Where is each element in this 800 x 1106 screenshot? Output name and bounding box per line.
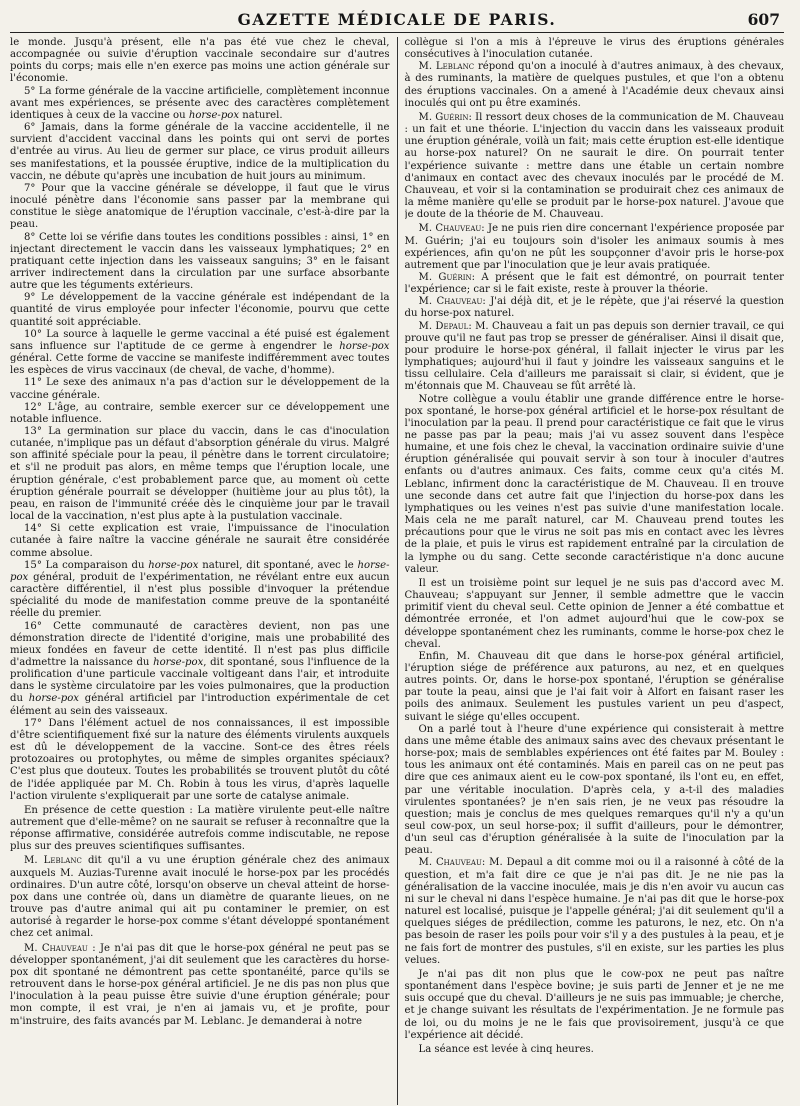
- paragraph: le monde. Jusqu'à présent, elle n'a pas été vue chez le cheval, accompagnée ou suivie d'éruption vaccinale secondaire sur d'autres points du corps; mais elle n'en exerce pas moins une action générale sur l'économie.: [10, 37, 390, 85]
- italic-term: horse-pox: [188, 109, 240, 121]
- speaker-name: M. Guérin: [418, 271, 472, 283]
- left-column: [10, 37, 390, 1105]
- paragraph: 15° La comparaison du horse-pox naturel, dit spontané, avec le horse-pox général, produit de l'expérimentation, ne révélant entre eux aucun caractère différentiel, il n'est plus possible d'invoquer la prétendue spécialité du mode de manifestation comme preuve de la spontanéité réelle du premier.: [10, 559, 390, 620]
- italic-term: horse-pox: [148, 559, 199, 571]
- paragraph: 10° La source à laquelle le germe vaccinal a été puisé est également sans influence sur l'aptitude de ce germe à engendrer le horse-pox général. Cette forme de vaccine se manifeste indifféremment avec toutes les espèces de virus vaccinaux (de cheval, de vache, d'homme).: [10, 328, 390, 377]
- italic-term: horse-pox: [28, 693, 79, 705]
- paragraph: Notre collègue a voulu établir une grande différence entre le horse-pox spontané, le horse-pox général artificiel et le horse-pox résultant de l'inoculation par la peau. Il prend pour caractéristique ce fait que le virus ne passe pas par la peau; mais j'ai vu assez souvent dans l'espèce humaine, et une fois chez le cheval, la vaccination ordinaire suivie d'une éruption généralisée qui pouvait servir à son tour à inoculer d'autres enfants ou d'autres animaux. Ces faits, comme ceux qu'a cités M. Leblanc, infirment donc la caractéristique de M. Chauveau. Il en trouve une seconde dans cet autre fait que l'injection du horse-pox dans les lymphatiques ou les veines n'est pas suivie d'une manifestation locale. Mais cela ne me paraît naturel, car M. Chauveau prend toutes les précautions pour que le virus ne soit pas mis en contact avec les lèvres de la plaie, et puis le virus est rapidement entraîné par la circulation de la lymphe ou du sang. Cette seconde caractéristique n'a donc aucune valeur.: [404, 393, 784, 575]
- paragraph: En présence de cette question : La matière virulente peut-elle naître autrement que d'elle-même? on ne saurait se refuser à reconnaître que la réponse affirmative, considérée autrefois comme indiscutable, ne repose plus sur des preuves scientifiques suffisantes.: [10, 804, 390, 853]
- paragraph: 5° La forme générale de la vaccine artificielle, complètement inconnue avant mes expériences, se présente avec des caractères complètement identiques à ceux de la vaccine ou horse-pox naturel.: [10, 85, 390, 121]
- column-divider: [397, 37, 398, 1105]
- speaker-name: M. Leblanc: [24, 855, 82, 867]
- speaker-name: M. Chauveau: [418, 296, 483, 308]
- right-column: [405, 37, 785, 1105]
- speaker-paragraph: M. Chauveau : Je n'ai pas dit que le horse-pox général ne peut pas se développer spontanément, j'ai dit seulement que les caractères du horse-pox dit spontané ne démontrent pas cette spontanéité, parce qu'ils se retrouvent dans le horse-pox général artificiel. Je ne dis pas non plus que l'inoculation à la peau puisse être suivie d'une éruption générale; pour mon compte, il est vrai, je n'en ai jamais vu, et je profite, pour m'instruire, des faits avancés par M. Leblanc. Je demanderai à notre: [10, 942, 390, 1027]
- speaker-name: M. Chauveau: [24, 942, 88, 954]
- paragraph: 13° La germination sur place du vaccin, dans le cas d'inoculation cutanée, n'implique pas un défaut d'absorption générale du virus. Malgré son affinité spéciale pour la peau, il pénètre dans le torrent circulatoire; et s'il ne produit pas alors, en même temps que l'éruption locale, une éruption générale, c'est probablement parce que, au moment où cette éruption générale pourrait se développer (huitième jour au plus tôt), la peau, en raison de l'immunité créée dès le cinquième jour par le travail local de la vaccination, n'est plus apte à la pustulation vaccinale.: [10, 426, 390, 523]
- speaker-name: M. Chauveau: [418, 857, 482, 869]
- speaker-name: M. Chauveau: [418, 223, 482, 235]
- paragraph: 17° Dans l'élément actuel de nos connaissances, il est impossible d'être scientifiquement fixé sur la nature des éléments virulents auxquels est dû le développement de la vaccine. Sont-ce des êtres réels protozoaires ou protophytes, ou même de simples organites spéciaux? C'est plus que douteux. Toutes les probabilités se trouvent plutôt du côté de l'idée appliquée par M. Ch. Robin à tous les virus, d'après laquelle l'action virulente s'expliquerait par une sorte de catalyse animale.: [10, 717, 390, 802]
- paragraph: Enfin, M. Chauveau dit que dans le horse-pox général artificiel, l'éruption siége de préférence aux paturons, au nez, et en quelques autres points. Or, dans le horse-pox spontané, l'éruption se généralise par toute la peau, ainsi que je l'ai fait voir à Alfort en faisant raser les poils des animaux. Seulement les pustules varient un peu d'aspect, suivant le siége qu'elles occupent.: [404, 650, 784, 723]
- italic-term: horse-pox: [339, 340, 390, 352]
- speaker-name: M. Leblanc: [418, 61, 475, 73]
- paragraph: 8° Cette loi se vérifie dans toutes les conditions possibles : ainsi, 1° en injectant directement le vaccin dans les vaisseaux lymphatiques; 2° en pratiquant cette injection dans les vaisseaux sanguins; 3° en le faisant arriver indirectement dans la circulation par une surface absorbante autre que les téguments extérieurs.: [10, 231, 390, 292]
- speaker-paragraph: M. Depaul: M. Chauveau a fait un pas depuis son dernier travail, ce qui prouve qu'il ne faut pas trop se presser de généraliser. Ainsi il disait que, pour produire le horse-pox général, il fallait injecter le virus par les lymphatiques; aujourd'hui il faut y joindre les vaisseaux sanguins et le tissu cellulaire. Cela d'ailleurs me paraissait si clair, si évident, que je m'étonnais que M. Chauveau se fût arrêté là.: [404, 320, 784, 393]
- page-number: 607: [747, 10, 780, 29]
- paragraph: 9° Le développement de la vaccine générale est indépendant de la quantité de virus employée pour infecter l'économie, pourvu que cette quantité soit appréciable.: [10, 292, 390, 328]
- paragraph: 14° Si cette explication est vraie, l'impuissance de l'inoculation cutanée à faire naître la vaccine générale ne saurait être considérée comme absolue.: [10, 523, 390, 559]
- paragraph: Il est un troisième point sur lequel je ne suis pas d'accord avec M. Chauveau; s'appuyant sur Jenner, il semble admettre que le vaccin primitif vient du cheval seul. Cette opinion de Jenner a été combattue et démontrée erronée, et l'on admet aujourd'hui que le cow-pox se développe spontanément chez les ruminants, comme le horse-pox chez le cheval.: [404, 577, 784, 650]
- paragraph: 6° Jamais, dans la forme générale de la vaccine accidentelle, il ne survient d'accident vaccinal dans les points qui ont servi de portes d'entrée au virus. Au lieu de germer sur place, ce virus produit ailleurs ses manifestations, et la poussée éruptive, indice de la multiplication du vaccin, ne débute qu'après une incubation de huit jours au minimum.: [10, 122, 390, 182]
- speaker-paragraph: M. Chauveau: M. Depaul a dit comme moi ou il a raisonné à côté de la question, et m'a fait dire ce que je n'ai pas dit. Je ne nie pas la généralisation de la vaccine inoculée, mais je dis n'en avoir vu aucun cas ni sur le cheval ni dans l'espèce humaine. Je n'ai pas dit que le horse-pox naturel est localisé, puisque je l'appelle général; j'ai dit seulement qu'il a quelques siéges de prédilection, comme les paturons, le nez, etc. On n'a pas besoin de raser les poils pour voir s'il y a des pustules à la peau, et je ne fais fort de montrer des pustules, s'il en existe, sur les parties les plus velues.: [404, 857, 784, 966]
- paragraph: 7° Pour que la vaccine générale se développe, il faut que le virus inoculé pénètre dans l'économie sans passer par la membrane qui constitue le siège anatomique de l'éruption vaccinale, c'est-à-dire par la peau.: [10, 182, 390, 231]
- paragraph: On a parlé tout à l'heure d'une expérience qui consisterait à mettre dans une même étable des animaux sains avec des chevaux présentant le horse-pox; mais de semblables expériences ont été faites par M. Bouley : tous les animaux ont été contaminés. Mais en pareil cas on ne peut pas dire que ces animaux aient eu le cow-pox spontané, ils l'ont eu, en effet, par une véritable inoculation. D'après cela, y a-t-il des maladies virulentes spontanées? je n'en sais rien, je ne veux pas résoudre la question; mais je conclus de mes quelques remarques qu'il n'y a qu'un seul cow-pox, un seul horse-pox; il suffit d'ailleurs, pour le démontrer, d'un seul cas d'éruption généralisée à la suite de l'inoculation par la peau.: [404, 723, 784, 857]
- two-column-body: [10, 37, 784, 1105]
- speaker-name: M. Depaul: [418, 320, 469, 332]
- speaker-paragraph: M. Guérin: A présent que le fait est démontré, on pourrait tenter l'expérience; car si le fait existe, reste à prouver la théorie.: [404, 271, 784, 296]
- paragraph: Je n'ai pas dit non plus que le cow-pox ne peut pas naître spontanément dans l'espèce bovine; je suis parti de Jenner et je ne me suis occupé que du cheval. D'ailleurs je ne suis pas immuable; je cherche, et je change suivant les résultats de l'expérimentation. Je ne formule pas de loi, ou du moins je ne le fais que provisoirement, jusqu'à ce que l'expérience ait décidé.: [404, 968, 784, 1041]
- running-header: [10, 6, 784, 33]
- paragraph: 16° Cette communauté de caractères devient, non pas une démonstration directe de l'identité d'origine, mais une probabilité des mieux fondées en faveur de cette identité. Il n'est pas plus difficile d'admettre la naissance du horse-pox, dit spontané, sous l'influence de la prolification d'une particule vaccinale voltigeant dans l'air, et introduite dans le système circulatoire par les voies pulmonaires, que la production du horse-pox général artificiel par l'introduction expérimentale de cet élément au sein des vaisseaux.: [10, 620, 390, 717]
- speaker-name: M. Guérin: [418, 111, 469, 123]
- closing-line: La séance est levée à cinq heures.: [418, 1043, 594, 1055]
- journal-title: GAZETTE MÉDICALE DE PARIS.: [237, 10, 557, 29]
- speaker-paragraph: M. Chauveau: Je ne puis rien dire concernant l'expérience proposée par M. Guérin; j'ai eu toujours soin d'isoler les animaux soumis à mes expériences, afin qu'on ne pût les soupçonner d'avoir pris le horse-pox autrement que par l'inoculation que je leur avais pratiquée.: [404, 223, 784, 271]
- speaker-paragraph: M. Guérin: Il ressort deux choses de la communication de M. Chauveau : un fait et une théorie. L'injection du vaccin dans les vaisseaux produit une éruption générale, voilà un fait; mais cette éruption est-elle identique au horse-pox naturel? On ne saurait le dire. On pourrait tenter l'expérience suivante : mettre dans une étable un certain nombre d'animaux en contact avec des chevaux inoculés par le procédé de M. Chauveau, et voir si la contamination se produirait chez ces animaux de la même manière qu'elle se produit par le horse-pox naturel. J'avoue que je doute de la théorie de M. Chauveau.: [404, 111, 784, 221]
- speaker-paragraph: M. Leblanc dit qu'il a vu une éruption générale chez des animaux auxquels M. Auzias-Turenne avait inoculé le horse-pox par les procédés ordinaires. D'un autre côté, lorsqu'on observe un cheval atteint de horse-pox dans une contrée où, dans un diamètre de quarante lieues, on ne trouve pas d'autre animal qui ait pu contaminer le premier, on est autorisé à regarder le horse-pox comme s'étant développé spontanément chez cet animal.: [10, 855, 390, 940]
- paragraph: 11° Le sexe des animaux n'a pas d'action sur le développement de la vaccine générale.: [10, 377, 390, 401]
- paragraph: 12° L'âge, au contraire, semble exercer sur ce développement une notable influence.: [10, 401, 390, 425]
- italic-term: horse-pox: [10, 559, 390, 583]
- italic-term: horse-pox: [153, 656, 204, 668]
- speaker-paragraph: M. Leblanc répond qu'on a inoculé à d'autres animaux, à des chevaux, à des ruminants, la matière de quelques pustules, et que l'on a obtenu des éruptions vaccinales. On a amené à l'Académie deux chevaux ainsi inoculés qui ont pu être examinés.: [404, 61, 784, 109]
- paragraph: collègue si l'on a mis à l'épreuve le virus des éruptions générales consécutives à l'inoculation cutanée.: [404, 37, 784, 61]
- speaker-paragraph: M. Chauveau: J'ai déjà dit, et je le répète, que j'ai réservé la question du horse-pox naturel.: [404, 296, 784, 320]
